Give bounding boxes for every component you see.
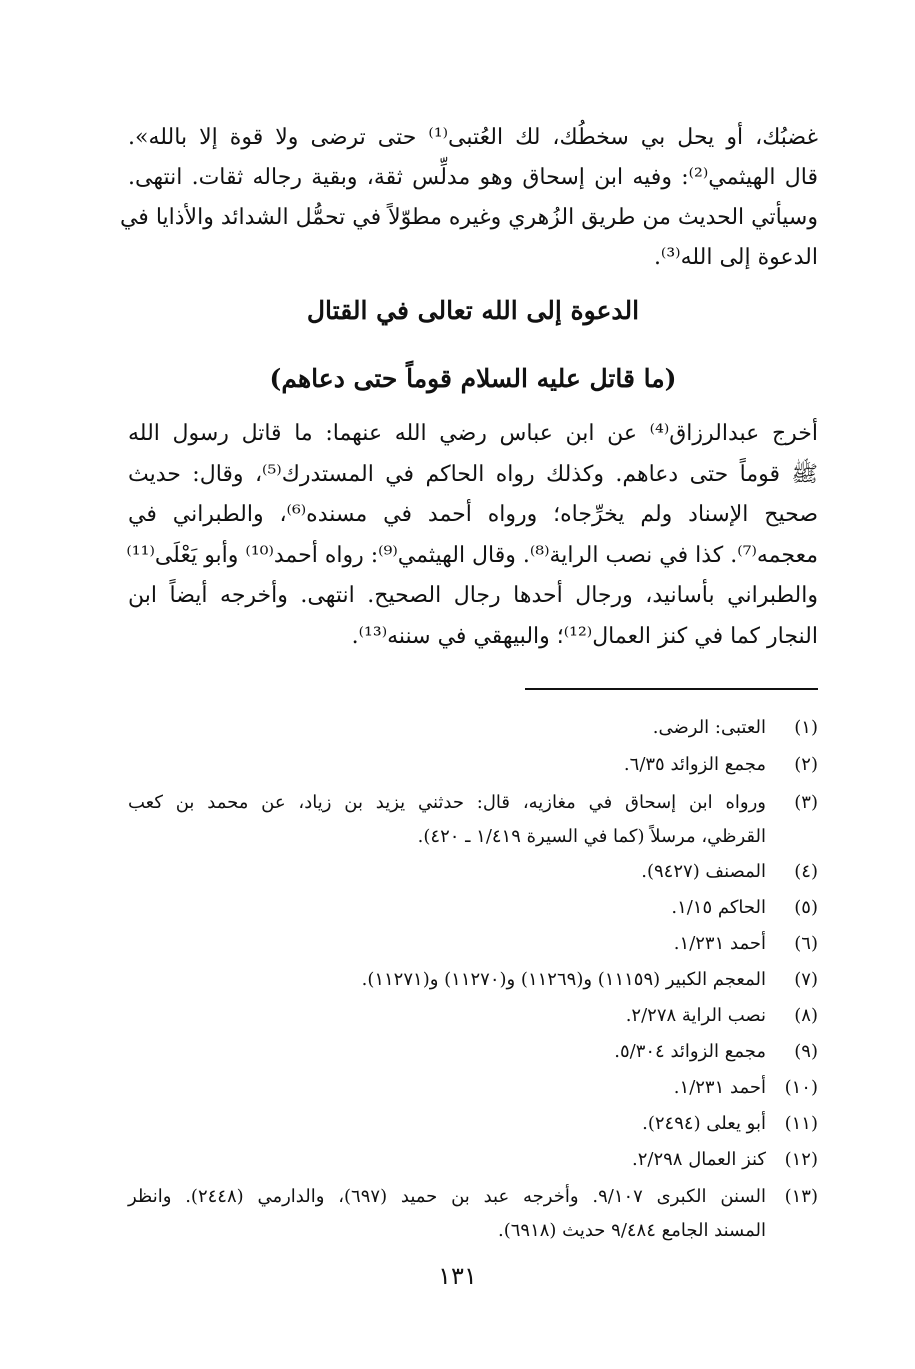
footnote-item	[128, 964, 818, 1000]
page-number: ١٣١	[438, 1262, 477, 1290]
text-line: وسيأتي الحديث من طريق الزُهري وغيره مطوّلاً في تحمُّل الشدائد والأذايا في	[119, 205, 818, 230]
footnote-number: (٦)	[794, 933, 818, 954]
footnote-item	[128, 1000, 818, 1036]
footnote-text: المسند الجامع ٩/٤٨٤ حديث (٦٩١٨).	[498, 1220, 766, 1241]
footnote-text: العتبى: الرضى.	[652, 717, 766, 738]
section-heading: الدعوة إلى الله تعالى في القتال	[306, 296, 640, 325]
footnote-number: (٩)	[794, 1041, 818, 1062]
footnote-separator	[525, 688, 818, 690]
footnote-item	[128, 712, 818, 749]
text-line: النجار كما في كنز العمال⁽¹²⁾؛ والبيهقي في سننه⁽¹³⁾.	[351, 623, 818, 649]
footnote-text: أحمد ١/٢٣١.	[673, 933, 766, 954]
footnote-number: (١١)	[784, 1113, 818, 1134]
section-subheading: (ما قاتل عليه السلام قوماً حتى دعاهم)	[269, 364, 677, 393]
footnote-item	[128, 749, 818, 786]
footnote-item	[128, 892, 818, 928]
footnote-text: السنن الكبرى ٩/١٠٧. وأخرجه عبد بن حميد (٦٩٧)، والدارمي (٢٤٤٨). وانظر	[128, 1186, 766, 1207]
footnote-number: (١٠)	[784, 1077, 818, 1098]
text-line: قال الهيثمي⁽²⁾: وفيه ابن إسحاق وهو مدلِّس ثقة، وبقية رجاله ثقات. انتهى.	[128, 165, 818, 190]
footnote-item	[128, 1072, 818, 1108]
footnote-text: نصب الراية ٢/٢٧٨.	[625, 1005, 766, 1026]
footnote-text: المصنف (٩٤٢٧).	[641, 861, 766, 882]
text-line: الدعوة إلى الله⁽³⁾.	[653, 245, 818, 270]
footnote-number: (٥)	[794, 897, 818, 918]
text-line: غضبُك، أو يحل بي سخطُك، لك العُتبى⁽¹⁾ حتى ترضى ولا قوة إلا بالله».	[128, 125, 818, 150]
footnote-text: القرظي، مرسلاً (كما في السيرة ١/٤١٩ ـ ٤٢٠).	[417, 826, 766, 847]
footnote-text: الحاكم ١/١٥.	[671, 897, 766, 918]
footnote-item	[128, 1108, 818, 1144]
footnote-number: (١٢)	[784, 1149, 818, 1170]
footnote-number: (١٣)	[784, 1186, 818, 1207]
paragraph-main	[128, 414, 818, 657]
footnote-number: (٢)	[794, 754, 818, 775]
footnote-number: (٨)	[794, 1005, 818, 1026]
text-line: والطبراني بأسانيد، ورجال أحدها رجال الصحيح. انتهى. وأخرجه أيضاً ابن	[128, 583, 818, 608]
footnote-item	[128, 856, 818, 892]
footnote-text: المعجم الكبير (١١١٥٩) و(١١٢٦٩) و(١١٢٧٠) و(١١٢٧١).	[361, 969, 766, 990]
footnotes	[128, 712, 818, 1250]
footnote-text: أبو يعلى (٢٤٩٤).	[642, 1113, 766, 1134]
footnote-text: ورواه ابن إسحاق في مغازيه، قال: حدثني يزيد بن زياد، عن محمد بن كعب	[128, 792, 766, 813]
footnote-item	[128, 1036, 818, 1072]
footnote-text: مجمع الزوائد ٦/٣٥.	[623, 754, 766, 775]
text-line: ﷺ قوماً حتى دعاهم. وكذلك رواه الحاكم في المستدرك⁽⁵⁾، وقال: حديث	[128, 461, 818, 487]
footnote-number: (٧)	[794, 969, 818, 990]
footnote-item	[128, 786, 818, 856]
footnote-item	[128, 1180, 818, 1250]
paragraph-continuation	[119, 118, 818, 278]
footnote-text: أحمد ١/٢٣١.	[673, 1077, 766, 1098]
text-line: صحيح الإسناد ولم يخرِّجاه؛ ورواه أحمد في مسنده⁽⁶⁾، والطبراني في	[128, 502, 818, 527]
footnote-number: (١)	[794, 717, 818, 738]
text-line: معجمه⁽⁷⁾. كذا في نصب الراية⁽⁸⁾. وقال الهيثمي⁽⁹⁾: رواه أحمد⁽¹⁰⁾ وأبو يَعْلَى⁽¹¹⁾	[126, 542, 818, 568]
footnote-number: (٣)	[794, 792, 818, 813]
footnote-text: مجمع الزوائد ٥/٣٠٤.	[614, 1041, 766, 1062]
footnote-item	[128, 928, 818, 964]
footnote-text: كنز العمال ٢/٢٩٨.	[632, 1149, 766, 1170]
footnote-item	[128, 1144, 818, 1180]
text-line: أخرج عبدالرزاق⁽⁴⁾ عن ابن عباس رضي الله عنهما: ما قاتل رسول الله	[128, 421, 818, 446]
footnote-number: (٤)	[794, 861, 818, 882]
